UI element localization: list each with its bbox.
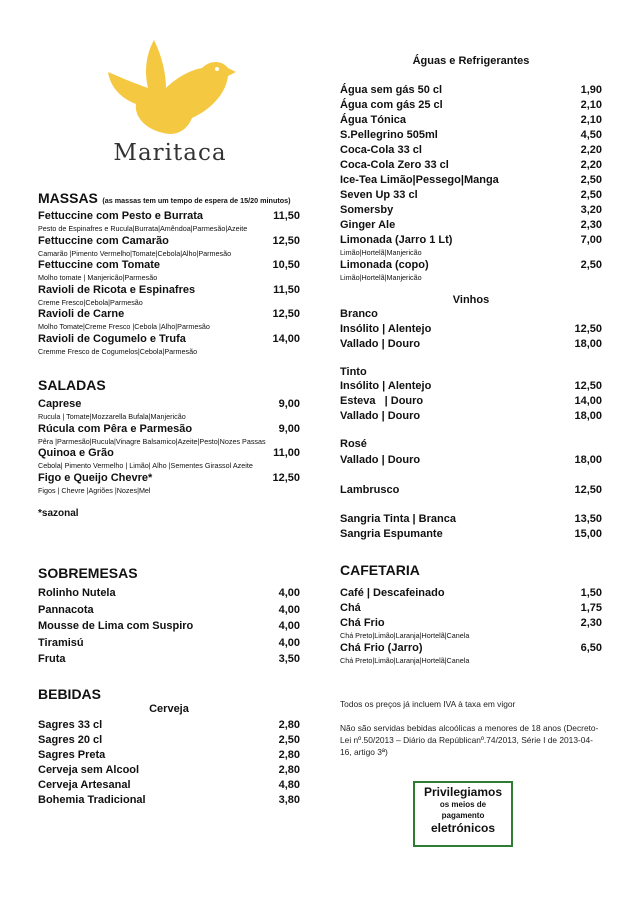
menu-item: Chá Frio 2,30 xyxy=(340,617,602,629)
branco-label: Branco xyxy=(340,308,378,320)
menu-item: Somersby 3,20 xyxy=(340,204,602,216)
aguas-title: Águas e Refrigerantes xyxy=(412,55,530,67)
menu-item: Pannacota 4,00 xyxy=(38,603,300,616)
menu-item: Esteva | Douro 14,00 xyxy=(340,395,602,407)
menu-item: Bohemia Tradicional 3,80 xyxy=(38,794,300,806)
bebidas-section xyxy=(38,686,300,808)
payment-line: os meios de xyxy=(439,800,487,809)
rose-label: Rosé xyxy=(340,438,367,450)
item-description: Cebola| Pimento Vermelho | Limão| Alho |Sementes Girassol Azeite xyxy=(38,461,253,470)
vinhos-title: Vinhos xyxy=(452,294,490,306)
payment-line: Privilegiamos xyxy=(423,785,503,799)
item-description: Chá Preto|Limão|Laranja|Hortelã|Canela xyxy=(340,655,470,665)
massas-note: (as massas tem um tempo de espera de 15/20 minutos) xyxy=(102,196,291,205)
cerveja-subtitle: Cerveja xyxy=(149,703,189,715)
menu-item: Vallado | Douro 18,00 xyxy=(340,338,602,350)
menu-item: Ravioli de Cogumelo e Trufa 14,00 xyxy=(38,332,300,345)
menu-item: Limonada (Jarro 1 Lt) 7,00 xyxy=(340,234,602,246)
cafetaria-section xyxy=(340,562,602,665)
tinto-label: Tinto xyxy=(340,366,367,378)
menu-item: Figo e Queijo Chevre* 12,50 xyxy=(38,471,300,484)
alcohol-note: Não são servidas bebidas alcoólicas a menores de 18 anos (Decreto-Lei nº.50/2013 – Diário da Repúblicanº.74/2013, Série I de 2013-04-16, artigo 3ª) xyxy=(340,723,599,757)
menu-item: Fruta 3,50 xyxy=(38,653,300,665)
item-description: Limão|Hortelã|Manjericão xyxy=(340,248,422,257)
aguas-section xyxy=(340,55,602,282)
menu-item: Coca-Cola Zero 33 cl 2,20 xyxy=(340,159,602,171)
iva-note: Todos os preços já incluem IVA à taxa em vigor xyxy=(340,699,516,709)
item-description: Molho Tomate|Creme Fresco |Cebola |Alho|Parmesão xyxy=(38,322,210,331)
menu-item: Água sem gás 50 cl 1,90 xyxy=(340,84,602,96)
payment-line: pagamento xyxy=(441,811,485,820)
menu-item: Limonada (copo) 2,50 xyxy=(340,258,602,271)
item-description: Limão|Hortelã|Manjericão xyxy=(340,272,422,282)
menu-item: Seven Up 33 cl 2,50 xyxy=(340,189,602,201)
bebidas-title: BEBIDAS xyxy=(38,686,102,702)
cafetaria-title: CAFETARIA xyxy=(340,562,420,578)
saladas-title: SALADAS xyxy=(38,377,106,393)
item-description: Molho tomate | Manjericão|Parmesão xyxy=(38,273,158,282)
menu-item: Chá 1,75 xyxy=(340,602,602,614)
menu-item: Quinoa e Grão 11,00 xyxy=(38,447,300,459)
menu-item: Tiramisú 4,00 xyxy=(38,636,300,649)
menu-item: Insólito | Alentejo 12,50 xyxy=(340,323,602,335)
sobremesas-section xyxy=(38,565,300,668)
brand-name: Maritaca xyxy=(113,140,227,166)
item-description: Pesto de Espinafres e Rucula|Burrata|Amêndoa|Parmesão|Azeite xyxy=(38,224,248,233)
menu-item: Água com gás 25 cl 2,10 xyxy=(340,99,602,111)
item-description: Cremme Fresco de Cogumelos|Cebola|Parmesão xyxy=(38,346,198,356)
menu-item: Sangria Espumante 15,00 xyxy=(340,528,602,540)
seasonal-footnote: *sazonal xyxy=(38,508,79,519)
menu-item: Rúcula com Pêra e Parmesão 9,00 xyxy=(38,422,300,435)
menu-item: Lambrusco 12,50 xyxy=(340,484,602,496)
menu-item: Ravioli de Carne 12,50 xyxy=(38,308,300,320)
menu-item: Ice-Tea Limão|Pessego|Manga 2,50 xyxy=(340,174,602,186)
menu-item: Fettuccine com Tomate 10,50 xyxy=(38,259,300,271)
menu-item: Vallado | Douro 18,00 xyxy=(340,410,602,422)
massas-title: MASSAS xyxy=(38,190,98,206)
menu-item: Água Tónica 2,10 xyxy=(340,114,602,126)
menu-item: Cerveja Artesanal 4,80 xyxy=(38,779,300,791)
menu-item: Fettuccine com Pesto e Burrata 11,50 xyxy=(38,210,300,222)
menu-item: Vallado | Douro 18,00 xyxy=(340,454,602,466)
item-description: Rucula | Tomate|Mozzarella Bufala|Manjericão xyxy=(38,412,186,421)
item-description: Creme Fresco|Cebola|Parmesão xyxy=(38,297,143,307)
menu-item: S.Pellegrino 505ml 4,50 xyxy=(340,129,602,141)
vinhos-section xyxy=(340,294,602,542)
menu-item: Ginger Ale 2,30 xyxy=(340,219,602,231)
item-description: Figos | Chevre |Agriões |Nozes|Mel xyxy=(38,485,151,495)
menu-item: Cerveja sem Alcool 2,80 xyxy=(38,764,300,776)
saladas-section xyxy=(38,377,300,519)
menu-item: Sagres 33 cl 2,80 xyxy=(38,719,300,731)
menu-item: Fettuccine com Camarão 12,50 xyxy=(38,234,300,247)
menu-item: Sagres Preta 2,80 xyxy=(38,749,300,761)
item-description: Chá Preto|Limão|Laranja|Hortelã|Canela xyxy=(340,631,470,640)
menu-item: Insólito | Alentejo 12,50 xyxy=(340,380,602,392)
payment-line: eletrónicos xyxy=(430,821,496,835)
menu-item: Rolinho Nutela 4,00 xyxy=(38,587,300,599)
menu-item: Sangria Tinta | Branca 13,50 xyxy=(340,513,602,525)
menu-item: Coca-Cola 33 cl 2,20 xyxy=(340,144,602,156)
menu-item: Ravioli de Ricota e Espinafres 11,50 xyxy=(38,283,300,296)
item-description: Pêra |Parmesão|Rucula|Vinagre Balsamico|Azeite|Pesto|Nozes Passas xyxy=(38,436,266,446)
item-description: Camarão |Pimento Vermelho|Tomate|Cebola|Alho|Parmesão xyxy=(38,248,232,258)
menu-item: Mousse de Lima com Suspiro 4,00 xyxy=(38,620,300,632)
menu-item: Café | Descafeinado 1,50 xyxy=(340,587,602,599)
massas-section xyxy=(38,190,300,356)
menu-item: Chá Frio (Jarro) 6,50 xyxy=(340,641,602,654)
sobremesas-title: SOBREMESAS xyxy=(38,565,138,581)
menu-item: Caprese 9,00 xyxy=(38,398,300,410)
payment-notice xyxy=(413,781,513,847)
menu-item: Sagres 20 cl 2,50 xyxy=(38,734,300,746)
